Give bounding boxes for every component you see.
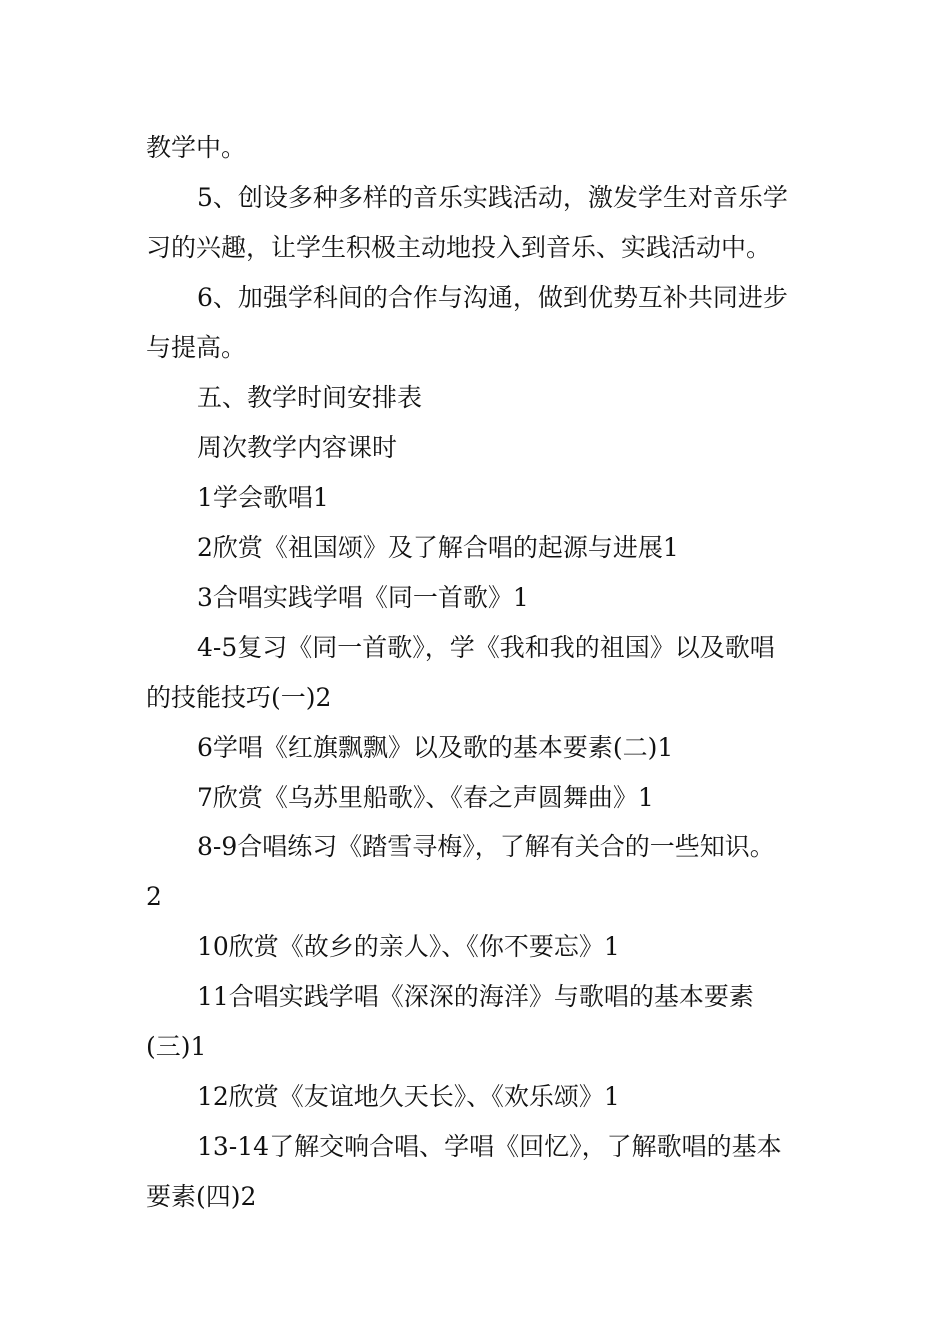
text-line: 6、加强学科间的合作与沟通，做到优势互补共同进步	[197, 283, 788, 312]
text-line: 与提高。	[146, 333, 247, 362]
schedule-line-continued: (三)1	[146, 1032, 207, 1061]
schedule-line: 7欣赏《乌苏里船歌》、《春之声圆舞曲》1	[197, 783, 654, 812]
schedule-line: 2欣赏《祖国颂》及了解合唱的起源与进展1	[197, 533, 679, 562]
text-line: 习的兴趣，让学生积极主动地投入到音乐、实践活动中。	[146, 233, 772, 262]
schedule-line: 1学会歌唱1	[197, 483, 329, 512]
schedule-line: 13-14了解交响合唱、学唱《回忆》，了解歌唱的基本	[197, 1132, 782, 1161]
schedule-line: 12欣赏《友谊地久天长》、《欢乐颂》1	[197, 1082, 620, 1111]
schedule-line: 11合唱实践学唱《深深的海洋》与歌唱的基本要素	[197, 982, 754, 1011]
schedule-line: 3合唱实践学唱《同一首歌》1	[197, 583, 529, 612]
section-heading: 五、教学时间安排表	[197, 383, 423, 412]
schedule-line-continued: 要素(四)2	[146, 1182, 257, 1211]
schedule-line: 6学唱《红旗飘飘》以及歌的基本要素(二)1	[197, 733, 674, 762]
table-header-line: 周次教学内容课时	[197, 433, 398, 462]
schedule-line-continued: 的技能技巧(一)2	[146, 683, 332, 712]
schedule-line: 4-5复习《同一首歌》，学《我和我的祖国》以及歌唱	[197, 633, 775, 662]
text-line: 5、创设多种多样的音乐实践活动，激发学生对音乐学	[197, 183, 788, 212]
text-line: 教学中。	[146, 133, 247, 162]
schedule-line: 8-9合唱练习《踏雪寻梅》，了解有关合的一些知识。	[197, 832, 775, 861]
schedule-line: 10欣赏《故乡的亲人》、《你不要忘》1	[197, 932, 620, 961]
schedule-line-continued: 2	[146, 882, 162, 911]
